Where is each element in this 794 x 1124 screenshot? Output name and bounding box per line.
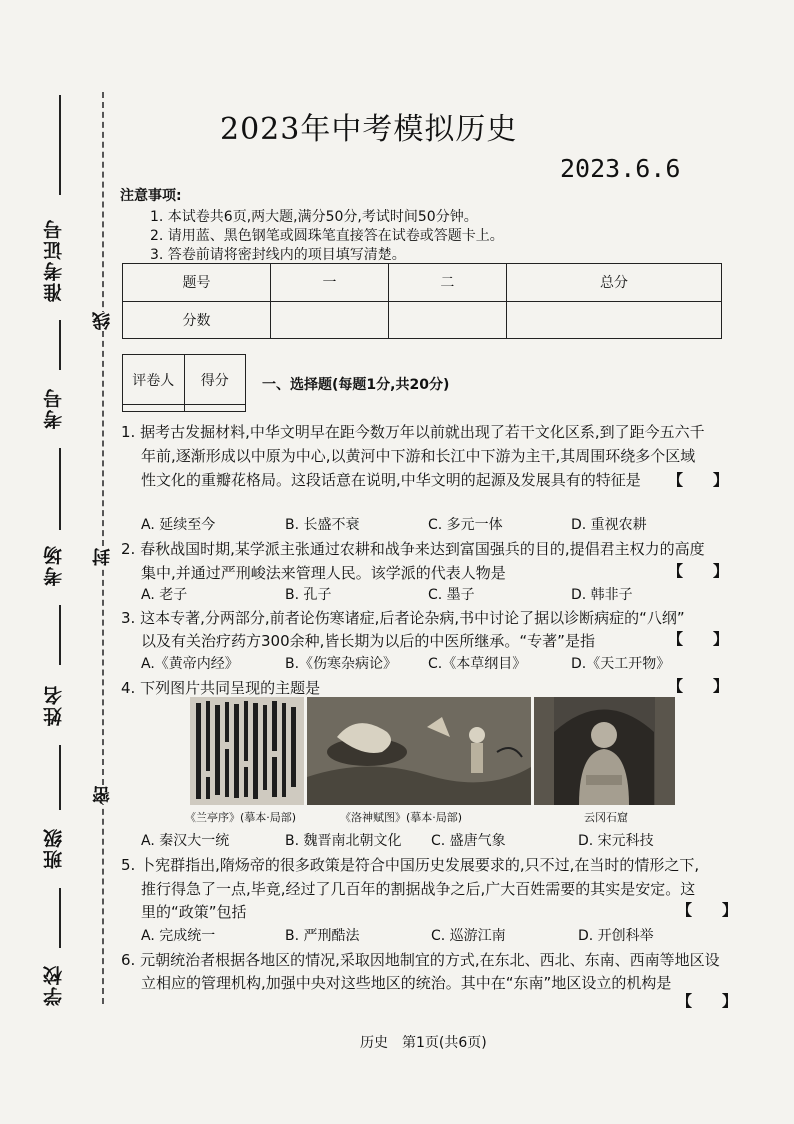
name-write-line <box>59 605 61 665</box>
exam-title: 2023年中考模拟历史 <box>220 112 518 147</box>
seat-number-write-line <box>59 320 61 370</box>
image-caption-luoshen: 《洛神赋图》(摹本·局部) <box>340 811 463 824</box>
option-d[interactable]: D. 宋元科技 <box>578 833 654 849</box>
score-row-label: 分数 <box>123 301 271 339</box>
field-class-label: 班级 <box>43 827 65 869</box>
grader-score-cell[interactable] <box>184 405 246 412</box>
option-a[interactable]: A. 秦汉大一统 <box>141 833 230 849</box>
option-b[interactable]: B.《伤寒杂病论》 <box>285 656 398 672</box>
question-1-line-2: 年前,逐渐形成以中原为中心,以黄河中下游和长江中下游为主干,其周围环绕多个区域 <box>141 447 696 465</box>
notice-title: 注意事项: <box>120 188 182 204</box>
class-write-line <box>59 745 61 810</box>
question-3-line-1: 3. 这本专著,分两部分,前者论伤寒诸症,后者论杂病,书中讨论了据以诊断病症的“八纲” <box>121 609 685 627</box>
option-c[interactable]: C. 墨子 <box>428 587 475 603</box>
question-6-line-1: 6. 元朝统治者根据各地区的情况,采取因地制宜的方式,在东北、西北、东南、西南等地区设 <box>121 951 720 969</box>
question-5-line-2: 推行得急了一点,毕竟,经过了几百年的割据战争之后,广大百姓需要的其实是安定。这 <box>141 880 696 898</box>
option-d[interactable]: D. 韩非子 <box>571 587 633 603</box>
field-seat-number-label: 考号 <box>43 387 65 429</box>
score-cell-part2[interactable] <box>388 301 506 339</box>
image-caption-lanting: 《兰亭序》(摹本·局部) <box>185 811 297 824</box>
section-title: 一、选择题(每题1分,共20分) <box>262 377 450 393</box>
option-a[interactable]: A. 完成统一 <box>141 928 216 944</box>
question-4-line-1: 4. 下列图片共同呈现的主题是 <box>121 679 321 697</box>
exam-date: 2023.6.6 <box>560 154 681 183</box>
score-table <box>122 263 722 339</box>
grader-score-label: 得分 <box>184 355 246 405</box>
option-b[interactable]: B. 魏晋南北朝文化 <box>285 833 402 849</box>
seal-char-secret: 密 <box>92 786 113 804</box>
option-a[interactable]: A. 老子 <box>141 587 188 603</box>
grader-label: 评卷人 <box>123 355 185 405</box>
grader-table <box>122 354 246 412</box>
answer-bracket[interactable]: 【 】 <box>668 471 729 489</box>
question-5-line-3: 里的“政策”包括 <box>141 903 247 921</box>
room-write-line <box>59 448 61 530</box>
answer-bracket[interactable]: 【 】 <box>668 562 729 580</box>
score-header-part1: 一 <box>271 264 389 302</box>
grader-cell[interactable] <box>123 405 185 412</box>
option-d[interactable]: D. 开创科举 <box>578 928 654 944</box>
nymph-of-luo-river-painting-image <box>307 697 531 805</box>
option-c[interactable]: C.《本草纲目》 <box>428 656 527 672</box>
question-2-line-2: 集中,并通过严刑峻法来管理人民。该学派的代表人物是 <box>141 564 506 582</box>
score-header-total: 总分 <box>506 264 721 302</box>
yungang-grottoes-image <box>534 697 675 805</box>
option-b[interactable]: B. 孔子 <box>285 587 332 603</box>
score-cell-total[interactable] <box>506 301 721 339</box>
score-header-label: 题号 <box>123 264 271 302</box>
option-b[interactable]: B. 长盛不衰 <box>285 517 360 533</box>
option-d[interactable]: D. 重视农耕 <box>571 517 647 533</box>
school-write-line <box>59 888 61 948</box>
question-6-line-2: 立相应的管理机构,加强中央对这些地区的统治。其中在“东南”地区设立的机构是 <box>141 974 672 992</box>
question-1-line-3: 性文化的重瓣花格局。这段话意在说明,中华文明的起源及发展具有的特征是 <box>141 471 641 489</box>
field-name-label: 姓名 <box>43 684 65 726</box>
page-footer: 历史 第1页(共6页) <box>360 1035 487 1051</box>
question-5-line-1: 5. 卜宪群指出,隋炀帝的很多政策是符合中国历史发展要求的,只不过,在当时的情形之下, <box>121 856 700 874</box>
image-caption-yungang: 云冈石窟 <box>584 811 628 824</box>
answer-bracket[interactable]: 【 】 <box>668 630 729 648</box>
field-ticket-number-label: 准考证号 <box>43 218 65 302</box>
field-school-label: 学校 <box>43 964 65 1006</box>
question-3-line-2: 以及有关治疗药方300余种,皆长期为以后的中医所继承。“专著”是指 <box>141 632 595 650</box>
option-c[interactable]: C. 盛唐气象 <box>431 833 506 849</box>
question-1-line-1: 1. 据考古发掘材料,中华文明早在距今数万年以前就出现了若干文化区系,到了距今五六千 <box>121 423 705 441</box>
answer-bracket[interactable]: 【 】 <box>677 992 738 1010</box>
option-a[interactable]: A. 延续至今 <box>141 517 216 533</box>
field-room-label: 考场 <box>43 544 65 586</box>
answer-bracket[interactable]: 【 】 <box>677 901 738 919</box>
ticket-number-write-line <box>59 95 61 195</box>
notice-item: 1. 本试卷共6页,两大题,满分50分,考试时间50分钟。 <box>150 209 478 225</box>
option-a[interactable]: A.《黄帝内经》 <box>141 656 239 672</box>
option-d[interactable]: D.《天工开物》 <box>571 656 671 672</box>
option-c[interactable]: C. 巡游江南 <box>431 928 506 944</box>
option-b[interactable]: B. 严刑酷法 <box>285 928 360 944</box>
seal-char-seal: 封 <box>92 548 113 566</box>
notice-item: 3. 答卷前请将密封线内的项目填写清楚。 <box>150 247 406 263</box>
lanting-preface-calligraphy-image <box>190 697 304 805</box>
score-header-part2: 二 <box>388 264 506 302</box>
notice-item: 2. 请用蓝、黑色钢笔或圆珠笔直接答在试卷或答题卡上。 <box>150 228 504 244</box>
score-cell-part1[interactable] <box>271 301 389 339</box>
answer-bracket[interactable]: 【 】 <box>668 677 729 695</box>
option-c[interactable]: C. 多元一体 <box>428 517 503 533</box>
seal-char-line: 线 <box>92 312 113 330</box>
question-2-line-1: 2. 春秋战国时期,某学派主张通过农耕和战争来达到富国强兵的目的,提倡君主权力的高度 <box>121 540 705 558</box>
